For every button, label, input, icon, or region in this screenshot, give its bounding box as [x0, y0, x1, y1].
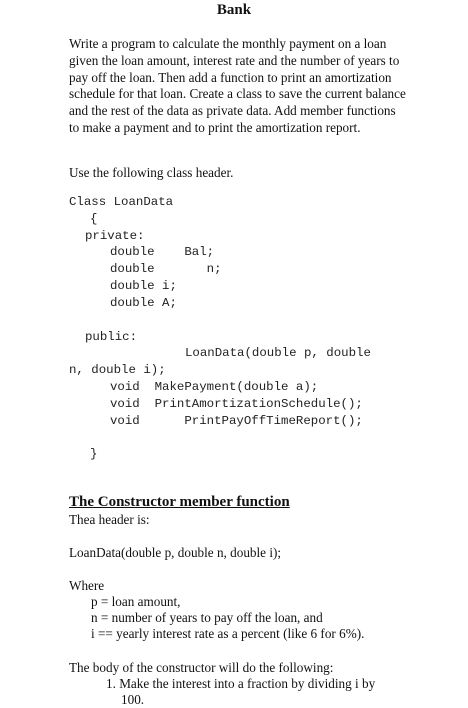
code-constructor-line2: n, double i); [69, 363, 166, 377]
step-1-line2: 100. [121, 692, 145, 707]
code-bal-member: double Bal; [110, 245, 215, 259]
code-a-member: double A; [110, 296, 177, 310]
definition-i: i == yearly interest rate as a percent (like 6 for 6%). [91, 626, 365, 641]
code-constructor-line1: LoanData(double p, double [185, 346, 371, 360]
constructor-signature: LoanData(double p, double n, double i); [69, 545, 282, 560]
step-1-line1: 1. Make the interest into a fraction by dividing i by [106, 676, 376, 691]
intro-text: Write a program to calculate the monthly payment on a loan given the loan amount, interest rate and the number of years to pay off the loan. Then add a function to print an amortization schedule for that loan. Create a class to save the current balance and the rest of the data as private data. Add member functions to make a payment and to print the amortization report. [69, 36, 406, 135]
code-print-payoff: void PrintPayOffTimeReport(); [110, 414, 363, 428]
code-make-payment: void MakePayment(double a); [110, 380, 319, 394]
code-i-member: double i; [110, 279, 177, 293]
code-n-member: double n; [110, 262, 222, 276]
code-class-line: Class LoanData [69, 195, 174, 209]
document-title: Bank [216, 2, 252, 18]
definition-p: p = loan amount, [91, 594, 181, 609]
constructor-heading: The Constructor member function [69, 494, 290, 510]
constructor-body-intro: The body of the constructor will do the following: [69, 660, 334, 675]
code-private-label: private: [85, 229, 145, 243]
definition-n: n = number of years to pay off the loan, and [91, 610, 323, 625]
header-is-text: Thea header is: [69, 512, 150, 527]
intro-paragraph [69, 36, 409, 137]
code-close-brace: } [90, 447, 98, 461]
code-open-brace: { [90, 212, 98, 226]
code-print-amortization: void PrintAmortizationSchedule(); [110, 397, 363, 411]
where-label: Where [69, 578, 105, 593]
code-public-label: public: [85, 330, 138, 344]
use-header-text: Use the following class header. [69, 165, 234, 180]
